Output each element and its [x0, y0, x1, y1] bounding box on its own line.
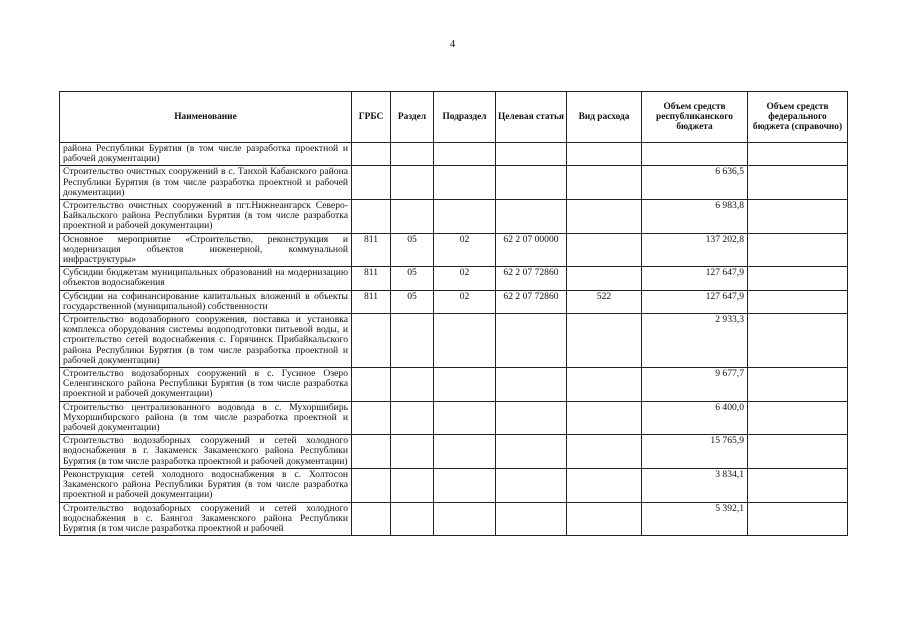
table-row — [60, 468, 848, 502]
row-target — [496, 143, 567, 166]
row-podrazdel: 02 — [434, 290, 496, 313]
row-name: Строительство водозаборных сооружений и сетей холодного водоснабжения в с. Баянгол Закаменского района Республики Бурятия (в том числе разработка проектной и рабочей — [60, 502, 352, 536]
row-name: Субсидии на софинансирование капитальных вложений в объекты государственной (муниципальной) собственности — [60, 290, 352, 313]
row-name: Реконструкция сетей холодного водоснабжения в с. Холтосон Закаменского района Республики Бурятия (в том числе разработка проектной и рабочей документации) — [60, 468, 352, 502]
row-name: Строительство централизованного водовода в с. Мухоршибирь Мухоршибирского района (в том числе разработка проектной и рабочей документации) — [60, 401, 352, 435]
row-podrazdel — [434, 435, 496, 469]
row-podrazdel — [434, 166, 496, 200]
row-podrazdel — [434, 401, 496, 435]
row-razdel — [391, 502, 434, 536]
table-row — [60, 314, 848, 368]
row-target — [496, 200, 567, 234]
row-podrazdel — [434, 502, 496, 536]
table-row — [60, 143, 848, 166]
row-target: 62 2 07 72860 — [496, 267, 567, 290]
row-razdel: 05 — [391, 267, 434, 290]
row-name: Строительство водозаборных сооружений в с. Гусиное Озеро Селенгинского района Республики Бурятия (в том числе разработка проектной и рабочей документации) — [60, 368, 352, 402]
row-expense-type: 522 — [567, 290, 642, 313]
header-republic-budget: Объем средств республиканского бюджета — [642, 92, 748, 143]
table-row — [60, 368, 848, 402]
row-podrazdel — [434, 368, 496, 402]
row-name: Строительство очистных сооружений в пгт.Нижнеангарск Северо-Байкальского района Республики Бурятия (в том числе разработка проектной и рабочей документации) — [60, 200, 352, 234]
row-federal — [748, 233, 848, 267]
row-grbs — [352, 468, 391, 502]
row-target — [496, 314, 567, 368]
row-target: 62 2 07 00000 — [496, 233, 567, 267]
row-expense-type — [567, 368, 642, 402]
row-grbs — [352, 143, 391, 166]
row-federal — [748, 401, 848, 435]
row-grbs — [352, 166, 391, 200]
row-razdel — [391, 401, 434, 435]
row-grbs — [352, 401, 391, 435]
row-republic: 15 765,9 — [642, 435, 748, 469]
row-republic: 6 400,0 — [642, 401, 748, 435]
row-target — [496, 166, 567, 200]
row-republic: 6 636,5 — [642, 166, 748, 200]
row-expense-type — [567, 435, 642, 469]
header-razdel: Раздел — [391, 92, 434, 143]
header-grbs: ГРБС — [352, 92, 391, 143]
row-republic: 137 202,8 — [642, 233, 748, 267]
row-expense-type — [567, 502, 642, 536]
table-row — [60, 502, 848, 536]
table-row — [60, 435, 848, 469]
row-razdel — [391, 435, 434, 469]
row-podrazdel — [434, 314, 496, 368]
row-republic: 127 647,9 — [642, 267, 748, 290]
row-expense-type — [567, 200, 642, 234]
row-expense-type — [567, 143, 642, 166]
row-razdel — [391, 143, 434, 166]
table-row — [60, 200, 848, 234]
row-razdel — [391, 200, 434, 234]
header-podrazdel: Подраздел — [434, 92, 496, 143]
row-podrazdel — [434, 200, 496, 234]
row-grbs — [352, 435, 391, 469]
row-razdel — [391, 166, 434, 200]
row-razdel — [391, 314, 434, 368]
row-name: Строительство очистных сооружений в с. Танхой Кабанского района Республики Бурятия (в том числе разработка проектной и рабочей документации) — [60, 166, 352, 200]
table-row — [60, 166, 848, 200]
row-expense-type — [567, 233, 642, 267]
row-expense-type — [567, 468, 642, 502]
row-expense-type — [567, 314, 642, 368]
row-federal — [748, 143, 848, 166]
table-row — [60, 267, 848, 290]
row-target — [496, 435, 567, 469]
row-grbs: 811 — [352, 267, 391, 290]
row-expense-type — [567, 401, 642, 435]
row-name: Строительство водозаборных сооружений и сетей холодного водоснабжения в г. Закаменск Закаменского района Республики Бурятия (в том числе разработка проектной и рабочей документации) — [60, 435, 352, 469]
row-target — [496, 468, 567, 502]
row-republic: 3 834,1 — [642, 468, 748, 502]
row-republic: 9 677,7 — [642, 368, 748, 402]
row-federal — [748, 314, 848, 368]
row-republic: 2 933,3 — [642, 314, 748, 368]
row-expense-type — [567, 166, 642, 200]
row-grbs — [352, 502, 391, 536]
row-grbs: 811 — [352, 233, 391, 267]
row-target — [496, 502, 567, 536]
row-grbs: 811 — [352, 290, 391, 313]
budget-table — [59, 91, 848, 536]
row-podrazdel — [434, 143, 496, 166]
table-header-row — [60, 92, 848, 143]
row-name: района Республики Бурятия (в том числе разработка проектной и рабочей документации) — [60, 143, 352, 166]
row-federal — [748, 290, 848, 313]
row-razdel: 05 — [391, 290, 434, 313]
row-podrazdel — [434, 468, 496, 502]
row-expense-type — [567, 267, 642, 290]
row-name: Строительство водозаборного сооружения, поставка и установка комплекса оборудования системы водоподготовки питьевой воды, и строительство сетей водоснабжения с. Горячинск Прибайкальского района Республики Бурятия (в том числе разработка проектной и рабочей документации) — [60, 314, 352, 368]
row-razdel — [391, 468, 434, 502]
page-number: 4 — [449, 38, 456, 50]
row-federal — [748, 502, 848, 536]
row-republic: 6 983,8 — [642, 200, 748, 234]
header-federal-budget: Объем средств федерального бюджета (справочно) — [748, 92, 848, 143]
row-razdel — [391, 368, 434, 402]
header-name: Наименование — [60, 92, 352, 143]
row-podrazdel: 02 — [434, 233, 496, 267]
row-republic: 5 392,1 — [642, 502, 748, 536]
row-republic: 127 647,9 — [642, 290, 748, 313]
row-grbs — [352, 314, 391, 368]
row-target — [496, 368, 567, 402]
header-target: Целевая статья — [496, 92, 567, 143]
table-row — [60, 401, 848, 435]
row-podrazdel: 02 — [434, 267, 496, 290]
row-federal — [748, 200, 848, 234]
row-razdel: 05 — [391, 233, 434, 267]
row-name: Субсидии бюджетам муниципальных образований на модернизацию объектов водоснабжения — [60, 267, 352, 290]
row-federal — [748, 468, 848, 502]
row-federal — [748, 166, 848, 200]
row-federal — [748, 435, 848, 469]
row-republic — [642, 143, 748, 166]
table-row — [60, 233, 848, 267]
header-expense-type: Вид расхода — [567, 92, 642, 143]
row-target: 62 2 07 72860 — [496, 290, 567, 313]
row-grbs — [352, 200, 391, 234]
row-federal — [748, 267, 848, 290]
row-target — [496, 401, 567, 435]
table-row — [60, 290, 848, 313]
row-name: Основное мероприятие «Строительство, реконструкция и модернизация объектов инженерной, коммунальной инфраструктуры» — [60, 233, 352, 267]
row-grbs — [352, 368, 391, 402]
row-federal — [748, 368, 848, 402]
